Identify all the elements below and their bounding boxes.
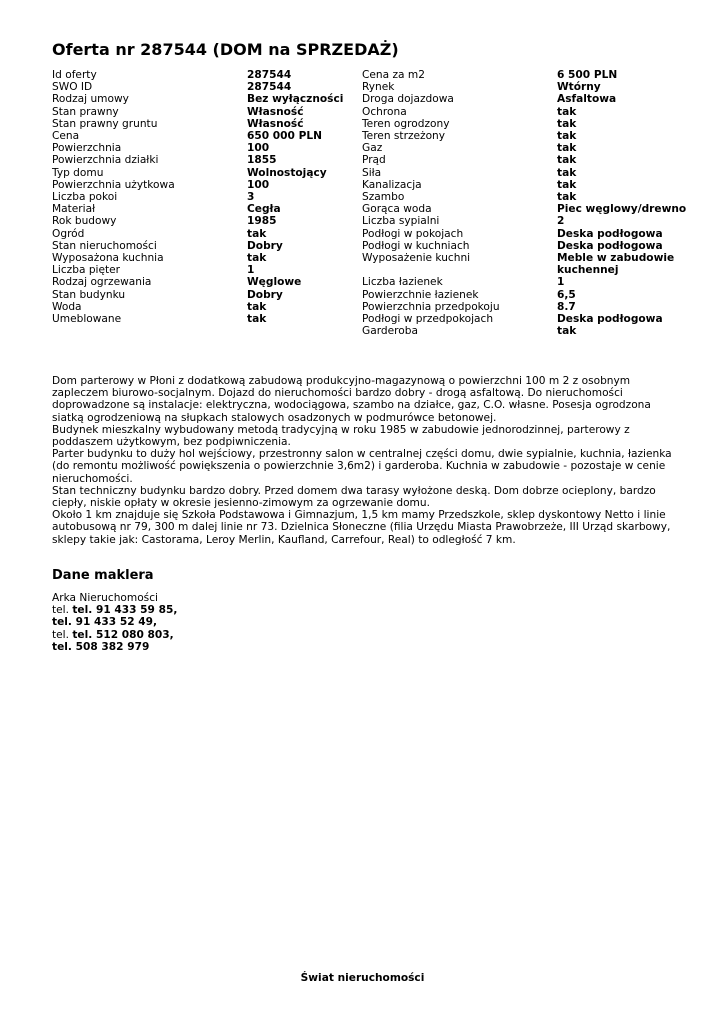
detail-label: Garderoba bbox=[362, 325, 418, 338]
description-paragraph: Stan techniczny budynku bardzo dobry. Przed domem dwa tarasy wyłożone deską. Dom dobrze ocieplony, bardzo ciepły, niskie opłaty w okresie jesienno-zimowym za ogrzewanie domu. bbox=[52, 484, 656, 510]
detail-row bbox=[52, 191, 362, 203]
detail-value: tak bbox=[557, 154, 577, 167]
detail-value: 1 bbox=[247, 264, 255, 277]
detail-row bbox=[52, 301, 362, 313]
detail-value: Piec węglowy/drewno bbox=[557, 203, 687, 216]
detail-value: 3 bbox=[247, 191, 255, 204]
detail-row bbox=[362, 252, 692, 276]
detail-label: Materiał bbox=[52, 203, 96, 216]
detail-row bbox=[52, 228, 362, 240]
detail-value: Własność bbox=[247, 105, 304, 118]
detail-row bbox=[52, 313, 362, 325]
detail-label: Stan budynku bbox=[52, 288, 126, 301]
detail-value: Deska podłogowa bbox=[557, 313, 663, 326]
detail-row bbox=[362, 81, 692, 93]
detail-label: Powierzchnia bbox=[52, 142, 122, 155]
detail-value: 6 500 PLN bbox=[557, 69, 618, 81]
detail-label: Szambo bbox=[362, 191, 405, 204]
detail-row bbox=[362, 215, 692, 227]
detail-label: SWO ID bbox=[52, 81, 93, 94]
detail-row bbox=[52, 154, 362, 166]
broker-contact bbox=[52, 592, 177, 653]
detail-label: Podłogi w pokojach bbox=[362, 227, 464, 240]
detail-value: Deska podłogowa bbox=[557, 227, 663, 240]
detail-value: 6,5 bbox=[557, 288, 576, 301]
detail-label: Gorąca woda bbox=[362, 203, 432, 216]
detail-label: Cena bbox=[52, 130, 80, 143]
detail-row bbox=[362, 142, 692, 154]
detail-value: Własność bbox=[247, 117, 304, 130]
detail-value: Dobry bbox=[247, 239, 283, 252]
detail-row bbox=[52, 252, 362, 264]
detail-value: 100 bbox=[247, 142, 270, 155]
detail-value: tak bbox=[557, 325, 577, 338]
detail-value: 1 bbox=[557, 276, 565, 289]
description-paragraph: Dom parterowy w Płoni z dodatkową zabudową produkcyjno-magazynową o powierzchni 100 m 2 z osobnym zapleczem biurowo-socjalnym. Dojazd do nieruchomości bardzo dobry - drogą asfaltową. Do nieruchomości doprowadzone są instalacje: elektryczna, wodociągowa, szambo na działce, gaz, C.O. własne. Posesja ogrodzona siatką ogrodzeniową na słupkach stalowych osadzonych w podmurówce betonowej. bbox=[52, 375, 651, 424]
detail-value: Deska podłogowa bbox=[557, 239, 663, 252]
detail-value: tak bbox=[557, 130, 577, 143]
detail-label: Powierzchnia działki bbox=[52, 154, 159, 167]
detail-row bbox=[362, 191, 692, 203]
detail-value: tak bbox=[247, 227, 267, 240]
detail-value: Asfaltowa bbox=[557, 93, 617, 106]
detail-value: Meble w zabudowie kuchennej bbox=[557, 252, 675, 277]
detail-row bbox=[52, 93, 362, 105]
detail-value: 100 bbox=[247, 178, 270, 191]
detail-value: 287544 bbox=[247, 81, 292, 94]
detail-row bbox=[362, 179, 692, 191]
detail-value: tak bbox=[557, 117, 577, 130]
detail-value: tak bbox=[557, 142, 577, 155]
detail-row bbox=[362, 118, 692, 130]
offer-description bbox=[52, 375, 672, 546]
detail-label: Stan nieruchomości bbox=[52, 239, 157, 252]
detail-label: Id oferty bbox=[52, 69, 97, 81]
detail-label: Droga dojazdowa bbox=[362, 93, 454, 106]
detail-row bbox=[52, 106, 362, 118]
detail-label: Powierzchnia przedpokoju bbox=[362, 300, 500, 313]
detail-value: Wolnostojący bbox=[247, 166, 327, 179]
broker-phone: tel. 91 433 52 49, bbox=[52, 616, 158, 629]
detail-value: tak bbox=[557, 166, 577, 179]
detail-row bbox=[362, 289, 692, 301]
broker-heading: Dane maklera bbox=[52, 568, 154, 583]
detail-row bbox=[52, 130, 362, 142]
broker-phone-line bbox=[52, 629, 177, 641]
detail-label: Liczba łazienek bbox=[362, 276, 443, 289]
page-footer: Świat nieruchomości bbox=[300, 972, 425, 984]
broker-phone-line bbox=[52, 616, 177, 628]
detail-label: Kanalizacja bbox=[362, 178, 422, 191]
detail-label: Umeblowane bbox=[52, 313, 122, 326]
detail-value: tak bbox=[557, 105, 577, 118]
detail-label: Teren ogrodzony bbox=[362, 117, 450, 130]
detail-row bbox=[362, 154, 692, 166]
detail-row bbox=[52, 264, 362, 276]
detail-label: Rynek bbox=[362, 81, 395, 94]
detail-row bbox=[362, 93, 692, 105]
detail-row bbox=[52, 240, 362, 252]
detail-value: tak bbox=[557, 191, 577, 204]
detail-label: Stan prawny bbox=[52, 105, 119, 118]
detail-row bbox=[52, 215, 362, 227]
detail-value: tak bbox=[247, 300, 267, 313]
broker-phone: tel. 508 382 979 bbox=[52, 640, 150, 653]
detail-label: Ochrona bbox=[362, 105, 407, 118]
detail-label: Liczba pięter bbox=[52, 264, 121, 277]
detail-label: Teren strzeżony bbox=[362, 130, 446, 143]
detail-value: tak bbox=[247, 313, 267, 326]
detail-row bbox=[52, 289, 362, 301]
detail-label: Stan prawny gruntu bbox=[52, 117, 158, 130]
description-paragraph: Około 1 km znajduje się Szkoła Podstawowa i Gimnazjum, 1,5 km mamy Przedszkole, sklep dyskontowy Netto i linie autobusową nr 79, 300 m dalej linie nr 73. Dzielnica Słoneczne (filia Urzędu Miasta Prawobrzeże, III Urząd skarbowy, sklepy takie jak: Castorama, Leroy Merlin, Kaufland, Carrefour, Real) to odległość 7 km. bbox=[52, 509, 671, 546]
detail-value: 287544 bbox=[247, 69, 292, 81]
detail-label: Wyposażenie kuchni bbox=[362, 252, 471, 265]
detail-label: Rok budowy bbox=[52, 215, 117, 228]
details-right-column bbox=[362, 69, 692, 337]
detail-row bbox=[52, 276, 362, 288]
detail-row bbox=[362, 276, 692, 288]
detail-row bbox=[362, 325, 692, 337]
detail-value: tak bbox=[247, 252, 267, 265]
detail-row bbox=[52, 179, 362, 191]
detail-row bbox=[362, 240, 692, 252]
detail-label: Cena za m2 bbox=[362, 69, 425, 81]
detail-value: 650 000 PLN bbox=[247, 130, 322, 143]
broker-phone: tel. 512 080 803, bbox=[72, 628, 174, 641]
detail-value: tak bbox=[557, 178, 577, 191]
broker-phone: tel. 91 433 59 85, bbox=[72, 604, 178, 617]
detail-label: Podłogi w kuchniach bbox=[362, 239, 470, 252]
tel-prefix: tel. bbox=[52, 604, 69, 617]
detail-value: 1855 bbox=[247, 154, 277, 167]
detail-value: 2 bbox=[557, 215, 565, 228]
description-paragraph: Parter budynku to duży hol wejściowy, przestronny salon w centralnej części domu, dwie sypialnie, kuchnia, łazienka (do remontu możliwość powiększenia o powierzchnie 3,6m2) i garderoba. Kuchnia w zabudowie - pozostaje w cenie nieruchomości. bbox=[52, 448, 672, 485]
detail-label: Powierzchnia użytkowa bbox=[52, 178, 175, 191]
detail-value: Dobry bbox=[247, 288, 283, 301]
detail-label: Siła bbox=[362, 166, 382, 179]
detail-row bbox=[362, 69, 692, 81]
detail-label: Wyposażona kuchnia bbox=[52, 252, 164, 265]
detail-value: Cegła bbox=[247, 203, 281, 216]
detail-label: Prąd bbox=[362, 154, 386, 167]
broker-phone-line bbox=[52, 604, 177, 616]
detail-label: Ogród bbox=[52, 227, 85, 240]
description-paragraph: Budynek mieszkalny wybudowany metodą tradycyjną w roku 1985 w zabudowie jednorodzinnej, parterowy z poddaszem użytkowym, bez podpiwniczenia. bbox=[52, 423, 630, 449]
detail-label: Woda bbox=[52, 300, 82, 313]
broker-name: Arka Nieruchomości bbox=[52, 592, 158, 604]
detail-label: Liczba pokoi bbox=[52, 191, 118, 204]
detail-row bbox=[362, 301, 692, 313]
detail-row bbox=[362, 167, 692, 179]
page-title: Oferta nr 287544 (DOM na SPRZEDAŻ) bbox=[52, 40, 399, 59]
detail-value: 8.7 bbox=[557, 300, 576, 313]
detail-value: Węglowe bbox=[247, 276, 302, 289]
tel-prefix: tel. bbox=[52, 628, 69, 641]
detail-label: Powierzchnie łazienek bbox=[362, 288, 479, 301]
detail-row bbox=[362, 106, 692, 118]
detail-row bbox=[52, 118, 362, 130]
detail-label: Rodzaj ogrzewania bbox=[52, 276, 152, 289]
detail-row bbox=[52, 69, 362, 81]
detail-row bbox=[52, 142, 362, 154]
detail-row bbox=[52, 81, 362, 93]
detail-row bbox=[362, 203, 692, 215]
detail-value: 1985 bbox=[247, 215, 277, 228]
detail-label: Typ domu bbox=[52, 166, 104, 179]
detail-label: Liczba sypialni bbox=[362, 215, 440, 228]
detail-label: Podłogi w przedpokojach bbox=[362, 313, 494, 326]
details-left-column bbox=[52, 69, 362, 325]
detail-label: Gaz bbox=[362, 142, 383, 155]
detail-value: Bez wyłączności bbox=[247, 93, 344, 106]
detail-row bbox=[362, 130, 692, 142]
detail-row bbox=[362, 228, 692, 240]
broker-phone-line bbox=[52, 641, 177, 653]
detail-row bbox=[52, 167, 362, 179]
detail-row bbox=[362, 313, 692, 325]
detail-row bbox=[52, 203, 362, 215]
detail-value: Wtórny bbox=[557, 81, 601, 94]
detail-label: Rodzaj umowy bbox=[52, 93, 129, 106]
